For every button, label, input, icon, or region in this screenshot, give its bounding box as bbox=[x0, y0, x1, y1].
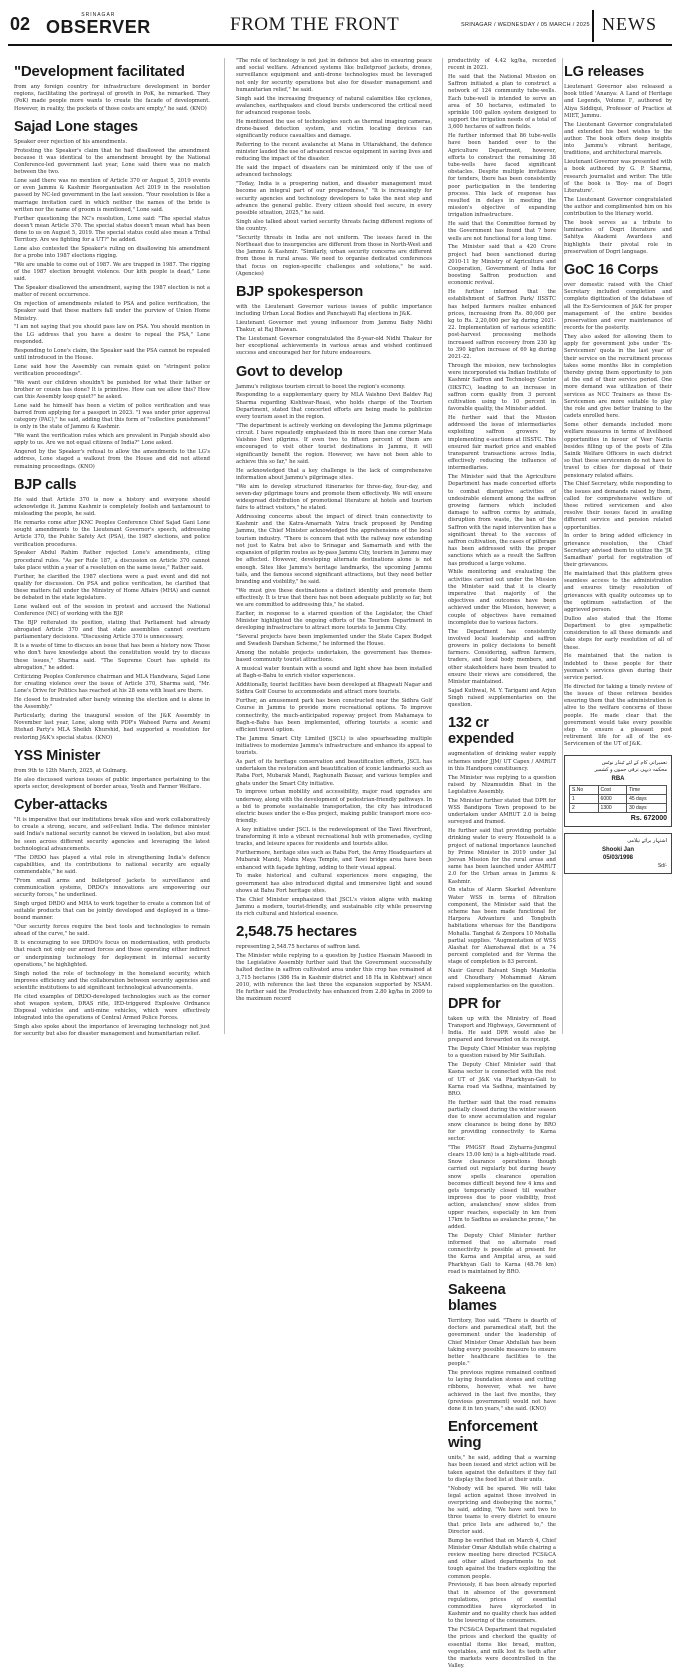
article-paragraph: The Lieutenant Governor congratulated the 8-year-old Nidhi Thakur for her exceptional achievements in various areas and wished continued success and encouraged her for future endeavours. bbox=[236, 336, 432, 357]
article-paragraph: with the Lieutenant Governor various issues of public importance including Urban Local Bodies and Panchayati Raj elections in J&K. bbox=[236, 304, 432, 318]
headline-govt-to-develop: Govt to develop bbox=[236, 363, 343, 380]
article-paragraph: "The role of technology is not just in defence but also in ensuring peace and social welfare. Advanced systems like bulletproof jackets, drones, surveillance equipment and anti-drone technologies must be leveraged not only for security operations but also for disaster management and humanitarian relief," he said. bbox=[236, 58, 432, 93]
article-paragraph: Previously, it has been already reported that in absence of the government regulations, prices of essential commodities have skyrocketed in Kashmir and no quality check has added to the lowering of the consumers. bbox=[448, 1582, 556, 1625]
article-paragraph: representing 2,548.75 hectares of saffron land. bbox=[236, 944, 361, 951]
headline-development: "Development facilitated bbox=[14, 63, 185, 80]
article-paragraph: "Several projects have been implemented under the State Capex Budget and Swadesh Darshan Scheme," he informed the House. bbox=[236, 634, 432, 648]
article-paragraph: A key initiative under JSCL is the redevelopment of the Tawi Riverfront, transforming it into a vibrant recreational hub with promenades, cycling tracks, and leisure spaces for residents and tourists alike. bbox=[236, 826, 432, 848]
article-paragraph: "The PMGSY Road Ziyharra-Jungmul clears 15.00 km) is a high-altitude road. Snow clearance operations though carried out regularly but during heavy snow spells clearance operation becomes difficult beyond few 4 kms and gets temporarily closed till weather improves due to poor visibility, frost action, avalanches/ snow slides from upper reaches, especially in km from 17km to Sadhna as avalanche prone," he added. bbox=[448, 1144, 556, 1230]
article-paragraph: Particularly, during the inaugural session of the J&K Assembly in November last year, Lone, along with PDP's Waheed Parra and Awami Ittehad Party's MLA Sheikh Khurshid, had supported a resolution for restoring J&K's special status. (KNO) bbox=[14, 712, 210, 741]
article-paragraph: He said that Article 370 is now a history and everyone should acknowledge it. Jammu Kashmir is completely foolish and tantamount to misleading the people, he said. bbox=[14, 496, 210, 518]
article-paragraph: He said that the Committee formed by the Government has found that 7 bore wells are not functional for a long time. bbox=[448, 221, 556, 242]
article-paragraph: To make historical and cultural experiences more engaging, the government has also introduced digital and immersive light and sound shows at Bahu Fort heritage sites. bbox=[236, 873, 432, 894]
article-paragraph: The Department has consistently involved local leadership and saffron growers in policy decisions to benefit farmers. Considering, saffron farmers, traders, and local body members, and other stakeholders have been treated to ensure their views are considered, the Minister maintained. bbox=[448, 628, 556, 685]
article-paragraph: from any foreign country for infrastructure development in border regions, facilitating the portrayal of growth in PoK, he remarked. They (PoK) made people more wants to create the facade of development. However, in reality, the pockets of those costs are empty," he said. (KNO) bbox=[14, 84, 210, 112]
article-paragraph: Some other demands included more welfare measures in terms of livelihood opportunities in favour of Veer Nariis besides filling up of the posts of Zila Sainik Welfare Officers in each district so that these servicemen do not have to travel to cities for disposal of their pensionary related affairs. bbox=[564, 422, 672, 479]
article-paragraph: Speaker Abdul Rahim Rather rejected Lone's amendments, citing procedural rules. "As per Rule 187, a discussion on Article 370 cannot take place within a year of a resolution on the same issue," Rather said. bbox=[14, 550, 210, 571]
paper-logo bbox=[46, 12, 151, 36]
article-paragraph: Further questioning the NC's resolution, Lone said: "The special status doesn't mean Article 370. The special status doesn't mean what has been done to us on August 5, 2019. The special status could also mean a Tribal Territory. Are we fighting for a UT?" he added. bbox=[14, 215, 210, 244]
article-paragraph: Lieutenant Governor also released a book titled 'Ananya: A Land of Heritage and Legends, Volume I', authored by Aliya Siddiqui, Professor of Practice at MIET, Jammu. bbox=[564, 84, 672, 119]
paper-name: OBSERVER bbox=[46, 17, 151, 37]
column-3-inner bbox=[448, 58, 556, 1672]
headline-sakeena-blames: Sakeena blames bbox=[448, 1281, 506, 1314]
article-paragraph: "It is imperative that our institutions break silos and work collaboratively to create a strong, secure, and self-reliant India. The defence minister said India's national security cannot be viewed in isolation, but also must be seen across different security agencies and leveraging the latest technological advancements. bbox=[14, 816, 210, 852]
article-paragraph: Singh also talked about varied security threats facing different regions of the country. bbox=[236, 218, 432, 233]
paper-name-top: SRINAGAR bbox=[81, 12, 116, 18]
article-paragraph: Lone said he himself has been a victim of police verification and was barred from applying for a passport in 2023. "I was under prior approval category (PAC)," he said, adding that this form of "collective punishment" is only in the state of Jammu & Kashmir. bbox=[14, 402, 210, 431]
ad2-urdu-heading: اشتہار برائے نیلامی bbox=[627, 837, 667, 844]
column-divider bbox=[562, 58, 563, 1034]
article-paragraph: He remarks come after JKNC Peoples Conference Chief Sajad Gani Lone sought amendments to the Lieutenant Governor's speech, addressing Article 370, the Public Safety Act (PSA), the 1987 elections, and police verification procedures. bbox=[14, 520, 210, 548]
article-paragraph: The Minister said that a 420 Crore project had been sanctioned during 2010-11 by Ministry of Agriculture and Cooperation, Government of India for boosting Saffron production and economic revival. bbox=[448, 244, 556, 287]
section-title: FROM THE FRONT bbox=[230, 14, 400, 35]
article-paragraph: The Deputy Chief Minister further informed that no alternate road connectivity is possible at present for the Karna and Ampital area, as said Pharkhyan Gali to Karna (48.76 km) road is maintained by BRO. bbox=[448, 1232, 556, 1275]
article-paragraph: Singh said the increasing frequency of natural calamities like cyclones, avalanches, earthquakes and cloud bursts underscored the critical need for advanced response tools. bbox=[236, 95, 432, 117]
headline-enforcement-wing: Enforcement wing bbox=[448, 1418, 538, 1452]
article-paragraph: The Deputy Chief Minister was replying to a question raised by Mir Saifullah. bbox=[448, 1046, 556, 1060]
article-paragraph: "The department is actively working on developing the Jammu pilgrimage circuit. I have repeatedly emphasized this in more than one corner Mata Vaishno Devi pilgrims. If even two to fifteen percent of them are encouraged to visit other tourist destinations in Jammu, it will significantly benefit the region. However, we have not been able to achieve this so far," he said. bbox=[236, 422, 432, 465]
ad-urdu-line: محکمہ دیہی ترقی جموں و کشمیر bbox=[594, 766, 667, 773]
column-4 bbox=[564, 58, 672, 1672]
article-paragraph: He further informed that the establishment of Saffron Park/ IISSTC has helped farmers realize enhanced prices, increasing from Rs. 80,000 per kg to Rs. 2,20,000 per kg during 2021-22. Implementation of various scientific post-harvest processing methods increased saffron recovery from 230 kg to 390 kg/ton increase of 69 kg during 2021-22. bbox=[448, 289, 556, 361]
table-row bbox=[570, 794, 667, 803]
article-paragraph: Sajad Kuthwal, M. Y. Tarigami and Arjun Singh raised supplementaries on the question. bbox=[448, 687, 556, 709]
article-paragraph: He further said that providing portable drinking water to every Household is a project of national importance launched by Prime Minister in 2019 under Jal Jeevan Mission for the rural areas and same has been launched under AMRUT 2.0 for the Urban areas in Jammu & Kashmir. bbox=[448, 828, 556, 885]
tender-advertisement bbox=[564, 755, 672, 827]
article-paragraph: He maintained that this platform gives seamless access to the administration and ensures timely resolution of grievances with quality outcomes up to the optimum satisfaction of the aggrieved person. bbox=[564, 570, 672, 613]
headline-goc-16-corps: GoC 16 Corps bbox=[564, 262, 659, 279]
article-paragraph: Lieutenant Governor was presented with a book authored by G. P. Sharma, research journalist and writer. The title of the book is 'Boy- ma of Dogri Literature'. bbox=[564, 159, 672, 195]
article-paragraph: Singh noted the role of technology in the homeland security, which improves efficiency and the collaboration between security agencies and scientific institutions to aid significant technological advancements. bbox=[14, 970, 210, 991]
headline-bjp-calls: BJP calls bbox=[14, 476, 77, 493]
article-paragraph: "Today, India is a prospering nation, and disaster management must become an integral part of our preparedness," "It is increasingly for security agencies and technology developers to take the next step and advance the general public. Every citizen should feel secure, in every possible situation, 2025," he said. bbox=[236, 181, 432, 217]
article-paragraph: Furthermore, heritage sites such as Raba Fort, the Army Headquarters at Mubarak Mandi, Mahu Maya Temple, and Tawi bridge area have been enhanced with façade lighting, adding to their visual appeal. bbox=[236, 850, 432, 871]
column-2 bbox=[236, 58, 432, 1038]
article-paragraph: On status of Alarm Skarkel Adventure Water WSS in terms of filtration component, the Minister said that the scheme has been made functional for Harpora Advanture and Tongbuth habitations whereas for the Bandipora Mohalla. Tanghat & Zenpora 10 Mohalla partial supplies. "Augmentation of WSS Alashat for Alamshawal dist is a 74 percent completed and for Verma the stage of completion is 83 percent. bbox=[448, 887, 556, 966]
article-paragraph: "From small arms and bulletproof jackets to surveillance and communication systems, DRDO's innovations are empowering our security forces," he underlined. bbox=[14, 877, 210, 899]
table-cell: 45 days bbox=[627, 794, 667, 803]
headline-yss-minister: YSS Minister bbox=[14, 747, 101, 764]
notice-advertisement bbox=[564, 833, 672, 874]
article-paragraph: The Minister said that the Agriculture Department has made concerted efforts to combat disruptive activities of undesirable element among the saffron growing farmers which included damage to saffron corms by animals, disruption from waste, the ban of the Saffron with the rapid intervention has a significant threat to the success of saffron cultivation, the cases of pilferage has been addressed with the proper sanctions which as a result the Saffron has produced a large volume. bbox=[448, 474, 556, 567]
column-divider bbox=[224, 58, 225, 1034]
article-paragraph: "Nobody will be spared. We will take legal action against those involved in overpricing and disobeying the norms," he said, adding, "We have sent two to three teams to every district to ensure that price lists are adhered to," the Director said. bbox=[448, 1485, 556, 1535]
article-paragraph: Further, he clarified the 1987 elections were a past event and did not qualify for discussion. On PSA and police verification, he clarified that these matters fall under the Ministry of Home Affairs (MHA) and cannot be debated in the state legislature. bbox=[14, 573, 210, 602]
table-cell: 6000 bbox=[598, 794, 627, 803]
article-paragraph: It is encouraging to see DRDO's focus on modernisation, with products that reach not only our armed forces and those operating either indirect or underpinning technology for deployment in internal security operations," he highlighted. bbox=[14, 940, 210, 968]
article-paragraph: He further informed that 86 tube-wells have been handed over to the Agriculture Department, however, efforts to construct the remaining 38 tube-wells have faced significant obstacles. Despite multiple invitations for tenders, there has been consistently poor participation in the tendering process. This lack of response has resulted in delays in meeting the mission's objective of expanding irrigation infrastructure. bbox=[448, 133, 556, 219]
article-paragraph: "Security threats in India are not uniform. The issues faced in the Northeast due to insurgencies are different from those in North-West and the Jammu & Kashmir. "Similarly, urban security concerns are different from those in rural areas. We need to organise dedicated conferences that focus on region-specific challenges and solutions," he said. (Agencies) bbox=[236, 234, 432, 277]
article-paragraph: He acknowledged that a key challenge is the lack of comprehensive information about Jammu's pilgrimage sites. bbox=[236, 467, 432, 481]
column-divider bbox=[442, 58, 443, 1034]
headline-saffron-hectares: 2,548.75 hectares bbox=[236, 923, 357, 941]
article-paragraph: Bump be verified that on March 4, Chief Minister Omar Abdullah while chairing a review meeting here directed FCS&CA and other allied departments to not tough against the traders exploiting the common people. bbox=[448, 1537, 556, 1580]
article-paragraph: Nasir Gurezi Balvant Singh Mankotia and Choudhary Mohammad Akram raised supplementaries on the question. bbox=[448, 968, 556, 989]
article-paragraph: "Our security forces require the best tools and technologies to remain ahead of the curve," he said. bbox=[14, 924, 210, 938]
article-paragraph: The Minister was replying to a question raised by Nizamuddin Bhat in the Legislative Assembly. bbox=[448, 774, 556, 796]
article-paragraph: productivity of 4.42 kg/ha, recorded recent in 2023. bbox=[448, 58, 556, 72]
article-paragraph: Jammu's religious tourism circuit to boost the region's economy. bbox=[236, 383, 406, 390]
ad2-date: 05/03/1998 bbox=[602, 854, 634, 861]
article-paragraph: The Deputy Chief Minister said that Kasna sector is connected with the rest of UT of J&K via Pharkhyan-Gali to Karna road via Sadhna, maintained by BRO. bbox=[448, 1062, 556, 1098]
article-paragraph: Addressing concerns about the impact of direct train connectivity to Kashmir and the Katra-Amarnath Yatra track proposed by Pending Jammu, the Chief Minister acknowledged the apprehensions of the local tourism industry. "There is concern that with the railway now extending not just to Katra but also to Srinagar and Samarnath and with the expansion of pilgrim routes as by-pass Jammu City, tourism in Jammu may be affected. However, developing alternate destinations alone is not enough. Sites like Jammu's heritage landmarks, the upcoming Jammu tails, and the famous second significant attractions, but they need better branding and visibility," he said. bbox=[236, 514, 432, 585]
article-paragraph: While monitoring and evaluating the activities carried out under the Mission the Minister said that it is clearly imperative that majority of the objectives and outcomes have been achieved under the Mission, however, a couple of objectives have remained incomplete due to various factors. bbox=[448, 569, 556, 626]
table-cell: 30 days bbox=[627, 803, 667, 812]
article-paragraph: The Minister further stated that DPR for WSS Bandipora Town proposed to be undertaken under AMRUT 2.0 is being surveyed and framed. bbox=[448, 797, 556, 826]
article-paragraph: augmentation of drinking water supply schemes under JJM/ UT Capex / AMRUT in this Handpore constituency. bbox=[448, 751, 556, 772]
ad2-signature: Sd/- bbox=[657, 862, 667, 869]
article-paragraph: Lone said how the Assembly can remain quiet on "stringent police verification proceedings". bbox=[14, 363, 210, 377]
article-paragraph: A musical water fountain with a sound and light show has been installed at Bagh-e-Bahu to enrich visitor experiences. bbox=[236, 666, 432, 680]
article-paragraph: Territory, Itoo said. "There is dearth of doctors and paramedical staff, but the government under the leadership of Chief Minister Omar Abdullah has been taking every possible measure to ensure better healthcare facilities to the people." bbox=[448, 1317, 556, 1368]
article-paragraph: Criticizing Peoples Conference chairman and MLA Handwara, Sajad Lone for creating violence over the issue of Article 370, Sharma said, "Mr. Lone's Drive for Politics has reached at his 28 sons with least are there. bbox=[14, 673, 210, 695]
article-paragraph: He mentioned the use of technologies such as thermal imaging cameras, drone-based detection system, and victim locating devices can significantly reduce casualties and damage. bbox=[236, 118, 432, 140]
article-paragraph: The FCS&CA Department that regulated the prices and checked the quality of essential items like bread, mutton, vegetables, and milk lost its teeth after the markets were decontrolled in the Valley. bbox=[448, 1627, 556, 1670]
article-paragraph: Responding to a supplementary query by MLA Vaishno Devi Baldev Raj Sharma regarding Kishtwar-Reasi, who holds charge of the Tourism Department, stated that concerted efforts are being made to publicize every tourism asset in the region. bbox=[236, 392, 432, 421]
ad-urdu-heading: تعمیراتی کام کے لئے ٹینڈر نوٹس bbox=[601, 759, 667, 766]
article-paragraph: He cited examples of DRDO-developed technologies such as the corner shot weapon system, DRAS rifle, IED-triggered Explosive Ordnance Disposal vehicles and anti-mine vehicles, which were effectively integrated into the operations of Central Armed Police Forces. bbox=[14, 993, 210, 1022]
article-paragraph: from 9th to 12th March, 2025, at Gulmarg. bbox=[14, 767, 128, 774]
article-paragraph: units," he said, adding that a warning has been issued and strict action will be taken against the defaulters if they fail to display the food list at their units. bbox=[448, 1455, 556, 1483]
article-paragraph: "We are unable to come out of 1987. We are trapped in 1987. The rigging of the 1987 election brought violence. Our kith people is dead," Lone said. bbox=[14, 262, 210, 283]
article-paragraph: "The DRDO has played a vital role in strengthening India's defence capabilities, and its contributions to national security are equally commendable," he said. bbox=[14, 854, 210, 875]
article-paragraph: He also discussed various issues of public importance pertaining to the sports sector, development of border areas, Youth and Farmer Welfare. bbox=[14, 776, 210, 790]
article-paragraph: Responding to Lone's claim, the Speaker said the PSA cannot be repealed until introduced in the House. bbox=[14, 347, 210, 361]
ad-code: RBA bbox=[611, 775, 625, 782]
article-paragraph: Lone walked out of the session in protest and accused the National Conference (NC) of working with the BJP. bbox=[14, 604, 210, 618]
article-paragraph: He further said that the Mission addressed the issue of intermediaries exploiting saffron growers by implementing e-auctions at IISSTC. This ensured fair market price and enabled transparent transactions across India, effectively reducing the influence of intermediaries. bbox=[448, 414, 556, 472]
headline-132-cr: 132 cr expended bbox=[448, 715, 515, 748]
article-paragraph: "I am not saying that you should pass law on PSA. You should mention in the LG address that you have a desire to repeal the PSA," Lone responded. bbox=[14, 324, 210, 345]
article-paragraph: The Speaker disallowed the amendment, saying the 1987 election is not a matter of recent occurrence. bbox=[14, 285, 210, 299]
article-paragraph: On rejection of amendments related to PSA and police verification, the Speaker said that these matters fall under the purview of Union Home Ministry. bbox=[14, 301, 210, 322]
article-paragraph: He said the impact of disasters can be minimized only if the use of advanced technology. bbox=[236, 165, 432, 179]
article-paragraph: Lone said there was no mention of Article 370 or August 5, 2019 events or even Jammu & Kashmir Reorganisation Act 2019 in the resolution passed by NC-led government in the last session. "Your resolution is like a marriage invitation card in which neither the names of the bride is written nor the name of groom is mentioned," Lone said. bbox=[14, 178, 210, 213]
article-paragraph: The BJP reiterated its position, stating that Parliament had already abrogated Article 370 and that state assemblies cannot overturn parliamentary decisions. "Discussing Article 370 is unnecessary. bbox=[14, 620, 210, 641]
table-cell: S.No bbox=[570, 785, 599, 794]
ad2-title: Shooki Jan bbox=[601, 846, 634, 853]
column-3 bbox=[448, 58, 672, 1670]
article-paragraph: Protesting the Speaker's claim that he had disallowed the amendment because it was identical to the amendment brought by the National Conference-led government last year, Lone said there was no match between the two. bbox=[14, 147, 210, 176]
article-paragraph: The Chief Minister emphasized that JSCL's vision aligns with making Jammu a modern, tourist-friendly, and sustainable city while preserving its rich cultural and historical essence. bbox=[236, 896, 432, 917]
article-paragraph: Singh urged DRDO and MHA to work together to create a common list of suitable products that can be jointly developed and deployed in a time-bound manner. bbox=[14, 900, 210, 922]
article-paragraph: The book serves as a tribute to luminaries of Dogri literature and Sahitya Akademi Awardees and highlights their pivotal role in preservation of Dogri language. bbox=[564, 220, 672, 255]
table-cell: 1300 bbox=[598, 803, 627, 812]
article-paragraph: The Lieutenant Governor congratulated and extended his best wishes to the author. The book offers deep insights into Jammu's vibrant heritage, traditions, and architectural marvels. bbox=[564, 121, 672, 157]
article-paragraph: "We must give these destinations a distinct identity and promote them effectively. It is true that there has not been adequate publicity so far, but we are committed to addressing this," he stated. bbox=[236, 587, 432, 609]
article-paragraph: Angered by the Speaker's refusal to allow the amendments to the LG's address, Lone staged a walkout from the House and did not attend remaining proceedings. (KNO) bbox=[14, 449, 210, 470]
article-paragraph: He said that the National Mission on Saffron initiated a plan to construct a network of 124 community tube-wells. Each tube-well is intended to serve an area of 50 hectares, estimated to sprinkle 100 gallon system designed to support the irrigation needs of a total of 3,600 hectares of saffron fields. bbox=[448, 74, 556, 131]
article-paragraph: Referring to the recent avalanche at Mana in Uttarakhand, the defence minister lauded the use of advanced rescue equipment in saving lives and reducing the impact of the disaster. bbox=[236, 142, 432, 163]
article-paragraph: Additionally, tourist facilities have been developed at Bhagwati Nagar and Sidhra Golf Course to accommodate and attract more tourists. bbox=[236, 682, 432, 696]
masthead bbox=[8, 6, 672, 46]
article-paragraph: Singh also spoke about the importance of leveraging technology not just for security but also for disaster management and humanitarian relief. bbox=[14, 1024, 210, 1038]
article-paragraph: He closed to frustrated after barely winning the election and is alone in the Assembly." bbox=[14, 696, 210, 711]
article-paragraph: over domestic raised with the Chief Secretary included completion and complete digitization of the database of all the Ex-Servicemen of J&K for proper management of the entire besides preservation and ever maintenance of records for the posterity. bbox=[564, 282, 672, 332]
article-paragraph: Earlier, in response to a starred question of the Legislator, the Chief Minister highlighted the ongoing efforts of the Tourism Department in developing infrastructure to attract more tourists to Jammu City. bbox=[236, 610, 432, 632]
article-paragraph: The Minister while replying to a question by Justice Hasnain Masoodi in the Legislative Assembly further said that the Government successfully halted decline in saffron cultivated area under this crop has remained at 3,715 hectares (386 Ha in Kashmir district and 18 Ha in Kishtwar) since 2010, with reference the last three the expansion supported by NSAM. He further said the Productivity has enhanced from 2.80 kg/ha in 2009 to the maximum record bbox=[236, 952, 432, 1003]
article-paragraph: The Lieutenant Governor congratulated the author and complimented him on his contribution to the literary world. bbox=[564, 196, 672, 218]
article-paragraph: Among the notable projects undertaken, the government has themes-based community tourist attractions. bbox=[236, 650, 432, 664]
article-paragraph: He maintained that the nation is indebted to these people for their yeoman's services given during their service period. bbox=[564, 653, 672, 681]
article-paragraph: As part of its heritage conservation and beautification efforts, JSCL has undertaken the restoration and beautification of iconic landmarks such as Raba Fort, Mubarak Mandi, Raghunath Bazaar, and various temples and ghats under the Smart City initiative. bbox=[236, 758, 432, 787]
article-paragraph: The Jammu Smart City Limited (JSCL) is also spearheading multiple initiatives to modernize Jammu's infrastructure and enhance its appeal to tourists. bbox=[236, 735, 432, 757]
article-paragraph: It is a waste of time to discuss an issue that has been a history now. Those who don't have knowledge about the constitution would try to discuss these issues," Sharma said. "The Supreme Court has upheld its abrogation," he added. bbox=[14, 643, 210, 671]
table-row bbox=[570, 803, 667, 812]
article-paragraph: The previous regime remained confined to laying foundation stones and cutting ribbons, however, what we have achieved in the last five months, they (previous government) would not have done it in ten years," she said. (KNO) bbox=[448, 1369, 556, 1412]
headline-dpr-for: DPR for bbox=[448, 995, 501, 1012]
table-cell: 2 bbox=[570, 803, 599, 812]
dateline: SRINAGAR / WEDNESDAY / 05 MARCH / 2025 bbox=[461, 22, 590, 28]
headline-sajad-lone: Sajad Lone stages bbox=[14, 118, 138, 135]
headline-lg-releases: LG releases bbox=[564, 64, 645, 80]
article-paragraph: In order to bring added efficiency in grievance resolution, the Chief Secretary advised them to utilize the 'JK Samadhan' portal for registration of their grievances. bbox=[564, 533, 672, 569]
category-label: NEWS bbox=[592, 10, 672, 42]
article-paragraph: "We aim to develop structured itineraries for three-day, four-day, and seven-day pilgrimage tours and promote them effectively. We will ensure widespread distribution of promotional literature at hotels and tourism fairs to attract visitors," he stated. bbox=[236, 483, 432, 512]
table-cell: Cost bbox=[598, 785, 627, 794]
article-paragraph: He directed for taking a timely review of the issues of these retirees besides ensuring them that the administration is alive to the welfare concerns of these people. He made clear that the government would take every possible step to ensure a pleasant post retirement life for all of the ex-Servicemen of the UT of J&K. bbox=[564, 683, 672, 748]
headline-cyber-attacks: Cyber-attacks bbox=[14, 796, 108, 813]
article-paragraph: Lieutenant Governor met young influencer from Jammu Baby Nidhi Thakur, at Raj Bhawan. bbox=[236, 320, 432, 334]
table-cell: Time bbox=[627, 785, 667, 794]
headline-bjp-spokesperson: BJP spokesperson bbox=[236, 284, 364, 301]
article-paragraph: Through the mission, new technologies were incorporated via Indian Institute of Kashmir Saffron and Technology Center (IIKSTC), leading to an increase in saffron corm quality from 3 percent cultivation using to 10 percent in favorable quality, the Minister added. bbox=[448, 362, 556, 413]
table-row bbox=[570, 785, 667, 794]
article-paragraph: The Chief Secretary, while responding to the issues and demands raised by them, called for comprehensive welfare of these retired servicemen and also resolve their issues faced in availing different service and pension related opportunities. bbox=[564, 481, 672, 531]
article-paragraph: He further said that the road remains partially closed during the winter season due to snow accumulation and regular snow clearance is being done by BRO for providing connectivity to Karna sector. bbox=[448, 1099, 556, 1142]
article-paragraph: "We want the verification rules which are prevalent in Punjab should also apply to us. Are we not equal citizens of India?" Lone asked. bbox=[14, 433, 210, 447]
page-number: 02 bbox=[10, 14, 31, 34]
column-1 bbox=[14, 58, 210, 1038]
article-paragraph: Lone also contested the Speaker's ruling on disallowing his amendment for a probe into 1987 elections rigging. bbox=[14, 246, 210, 260]
article-paragraph: Dulloo also stated that the Home Department to give sympathetic consideration to all these demands and take steps for early resolution of all of these. bbox=[564, 615, 672, 651]
ad-table bbox=[569, 785, 667, 813]
article-paragraph: They also asked for allowing them to apply for government jobs under 'Ex-Servicemen' quota in the last year of their service on the recruitment process takes some months like in completion thereby giving them opportunity to join at the end of their service period. One more demand was utilization of their services as NCC Trainers as these Ex-Servicemen are more suitable to play the role and give better training to the cadets enrolled here. bbox=[564, 334, 672, 420]
article-paragraph: Further, an amusement park has been constructed near the Sidhra Golf Course in Jammu to provide more recreational options. To improve connectivity, the much-anticipated ropeway project from Mahamaya to Bagh-e-Bahu has been implemented, offering tourists a scenic and efficient travel option. bbox=[236, 698, 432, 733]
table-cell: 1 bbox=[570, 794, 599, 803]
article-paragraph: "We want our children shouldn't be punished for what their father or brother or cousin has done? It is primitive. How can we allow this? How can this Assembly keep quiet?" he asked. bbox=[14, 379, 210, 401]
article-paragraph: taken up with the Ministry of Road Transport and Highways, Government of India. He said DPR would also be prepared and forwarded on its receipt. bbox=[448, 1015, 556, 1044]
article-paragraph: Speaker over rejection of his amendments. bbox=[14, 138, 128, 145]
article-paragraph: To improve urban mobility and accessibility, major road upgrades are underway, along with the development of pedestrian-friendly pathways. In a bid to promote sustainable transportation, the city has introduced electric buses under the e-Bus project, making public transport more eco-friendly. bbox=[236, 789, 432, 825]
ad-price: Rs. 672000 bbox=[630, 814, 667, 822]
